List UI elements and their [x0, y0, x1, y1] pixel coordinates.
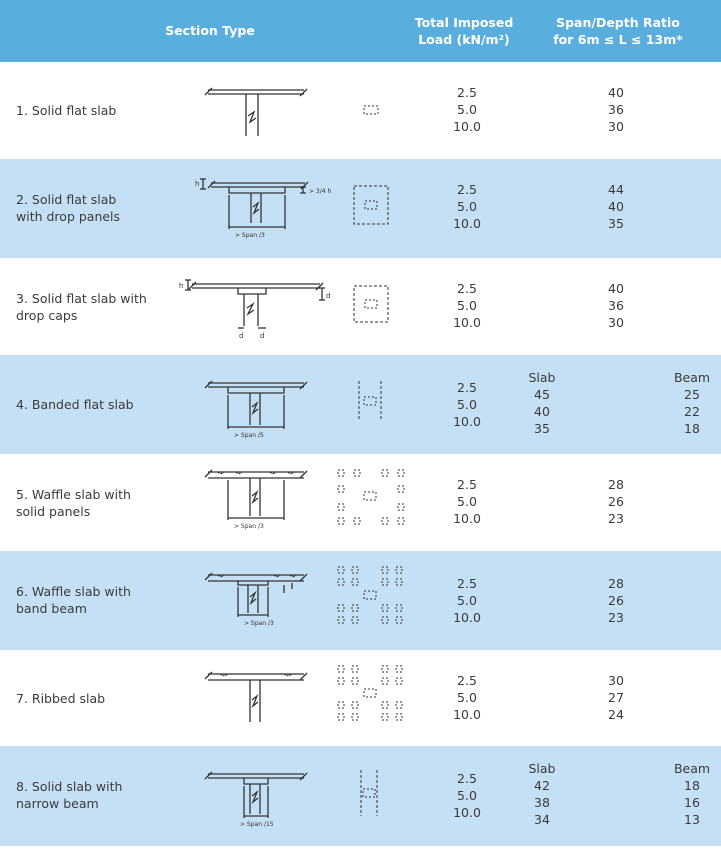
- ratio-value: 28: [608, 576, 624, 591]
- section-diagram-drop-panels: [195, 175, 345, 239]
- row-label-line2: drop caps: [16, 308, 78, 323]
- load-value: 2.5: [457, 380, 477, 395]
- section-diagram-solid-flat-slab: [204, 82, 308, 140]
- plan-drop-caps: [352, 284, 392, 326]
- row-label-line1: 5. Waffle slab with: [16, 487, 131, 502]
- table-row-narrow-beam: [0, 746, 721, 846]
- ratio-value: 40: [608, 85, 624, 100]
- plan-banded-flat-slab: [355, 379, 385, 425]
- ratio-values: [586, 280, 646, 331]
- load-values: [442, 181, 492, 232]
- beam-ratio-values: [664, 369, 720, 437]
- row-label-line2: band beam: [16, 601, 87, 616]
- annotation-d: d: [326, 292, 331, 300]
- row-label-line1: 4. Banded flat slab: [16, 397, 134, 412]
- load-value: 5.0: [457, 690, 477, 705]
- row-label: [16, 583, 131, 617]
- plan-waffle-solid-panels: [334, 466, 414, 528]
- row-label-line1: 2. Solid flat slab: [16, 192, 117, 207]
- load-value: 10.0: [453, 805, 481, 820]
- header-span-depth: [548, 14, 688, 48]
- row-label-line1: 7. Ribbed slab: [16, 691, 106, 706]
- section-diagram-waffle-band-beam: [204, 569, 308, 629]
- table-row-drop-panels: [0, 159, 721, 258]
- beam-ratio-values: [664, 760, 720, 828]
- row-label-line1: 1. Solid flat slab: [16, 103, 117, 118]
- load-value: 5.0: [457, 199, 477, 214]
- ratio-value: 35: [608, 216, 624, 231]
- ratio-values: [586, 84, 646, 135]
- load-values: [442, 672, 492, 723]
- row-label: [16, 290, 147, 324]
- beam-value: 18: [684, 778, 700, 793]
- beam-value: 22: [684, 404, 700, 419]
- load-value: 5.0: [457, 593, 477, 608]
- section-diagram-banded-flat-slab: [204, 375, 308, 439]
- header-span-line2: for 6m ≤ L ≤ 13m*: [553, 32, 683, 47]
- annotation-d-right: d: [260, 332, 265, 340]
- row-label-line2: solid panels: [16, 504, 91, 519]
- plan-drop-panels: [352, 184, 392, 228]
- ratio-value: 36: [608, 298, 624, 313]
- load-value: 5.0: [457, 298, 477, 313]
- ratio-values: [586, 181, 646, 232]
- row-label: [16, 102, 116, 119]
- row-label-line2: narrow beam: [16, 796, 99, 811]
- ratio-value: 26: [608, 593, 624, 608]
- slab-header: Slab: [528, 370, 556, 385]
- header-load-line1: Total Imposed: [414, 15, 514, 30]
- annotation-span: > Span /15: [240, 821, 274, 828]
- row-label-line1: 3. Solid flat slab with: [16, 291, 147, 306]
- ratio-value: 40: [608, 199, 624, 214]
- ratio-value: 27: [608, 690, 624, 705]
- ratio-value: 30: [608, 673, 624, 688]
- annotation-h: h: [179, 282, 184, 290]
- beam-header: Beam: [673, 761, 711, 776]
- ratio-value: 23: [608, 610, 624, 625]
- load-value: 5.0: [457, 788, 477, 803]
- load-values: [442, 84, 492, 135]
- header-load-line2: Load (kN/m²): [418, 32, 510, 47]
- row-label-line1: 8. Solid slab with: [16, 779, 123, 794]
- slab-value: 42: [534, 778, 550, 793]
- section-diagram-drop-caps: [178, 276, 338, 344]
- load-values: [442, 476, 492, 527]
- annotation-h: h: [195, 180, 200, 188]
- load-value: 5.0: [457, 102, 477, 117]
- table-header: [0, 0, 721, 62]
- header-span-line1: Span/Depth Ratio: [556, 15, 680, 30]
- table-row-banded-flat-slab: [0, 355, 721, 454]
- beam-value: 13: [684, 812, 700, 827]
- load-value: 10.0: [453, 707, 481, 722]
- ratio-values: [586, 672, 646, 723]
- table-row-solid-flat-slab: [0, 62, 721, 159]
- row-label: [16, 778, 122, 812]
- row-label: [16, 690, 105, 707]
- load-value: 2.5: [457, 281, 477, 296]
- ratio-value: 30: [608, 315, 624, 330]
- header-section-type: Section Type: [165, 23, 255, 38]
- load-value: 5.0: [457, 494, 477, 509]
- ratio-values: [586, 575, 646, 626]
- ratio-value: 30: [608, 119, 624, 134]
- plan-solid-flat-slab: [360, 103, 384, 117]
- row-label: [16, 191, 120, 225]
- slab-ratio-values: [520, 369, 564, 437]
- row-label-line2: with drop panels: [16, 209, 121, 224]
- annotation-span: > Span /3: [235, 232, 265, 239]
- ratio-value: 26: [608, 494, 624, 509]
- slab-ratio-values: [520, 760, 564, 828]
- annotation-span: > Span /3: [234, 523, 264, 530]
- slab-value: 40: [534, 404, 550, 419]
- load-value: 10.0: [453, 119, 481, 134]
- load-value: 2.5: [457, 771, 477, 786]
- load-value: 10.0: [453, 216, 481, 231]
- load-value: 2.5: [457, 182, 477, 197]
- annotation-span: > Span /3: [244, 620, 274, 627]
- ratio-value: 36: [608, 102, 624, 117]
- load-value: 2.5: [457, 477, 477, 492]
- slab-value: 34: [534, 812, 550, 827]
- row-label: [16, 396, 134, 413]
- beam-value: 18: [684, 421, 700, 436]
- row-label-line1: 6. Waffle slab with: [16, 584, 131, 599]
- section-diagram-waffle-solid-panels: [204, 466, 308, 530]
- load-values: [442, 379, 492, 430]
- load-values: [442, 280, 492, 331]
- ratio-value: 44: [608, 182, 624, 197]
- slab-value: 38: [534, 795, 550, 810]
- slab-value: 35: [534, 421, 550, 436]
- ratio-values: [586, 476, 646, 527]
- table-row-waffle-solid-panels: [0, 454, 721, 551]
- annotation-span: > Span /5: [234, 432, 264, 439]
- table-row-ribbed-slab: [0, 650, 721, 746]
- beam-header: Beam: [673, 370, 711, 385]
- slab-value: 45: [534, 387, 550, 402]
- load-values: [442, 770, 492, 821]
- load-value: 2.5: [457, 673, 477, 688]
- load-values: [442, 575, 492, 626]
- slab-header: Slab: [528, 761, 556, 776]
- section-diagram-narrow-beam: [204, 766, 308, 828]
- annotation-d-left: d: [239, 332, 244, 340]
- ratio-value: 23: [608, 511, 624, 526]
- plan-waffle-band-beam: [334, 563, 414, 627]
- row-label: [16, 486, 131, 520]
- load-value: 5.0: [457, 397, 477, 412]
- load-value: 10.0: [453, 610, 481, 625]
- ratio-value: 40: [608, 281, 624, 296]
- section-diagram-ribbed-slab: [204, 668, 308, 726]
- load-value: 10.0: [453, 414, 481, 429]
- load-value: 10.0: [453, 315, 481, 330]
- load-value: 2.5: [457, 85, 477, 100]
- plan-narrow-beam: [355, 768, 385, 820]
- header-imposed-load: [408, 14, 520, 48]
- annotation-three-quarter-h: > 3/4 h: [309, 188, 332, 195]
- ratio-value: 24: [608, 707, 624, 722]
- load-value: 10.0: [453, 511, 481, 526]
- load-value: 2.5: [457, 576, 477, 591]
- ratio-value: 28: [608, 477, 624, 492]
- table-row-waffle-band-beam: [0, 551, 721, 650]
- beam-value: 16: [684, 795, 700, 810]
- table-row-drop-caps: [0, 258, 721, 355]
- plan-ribbed-slab: [334, 662, 414, 724]
- beam-value: 25: [684, 387, 700, 402]
